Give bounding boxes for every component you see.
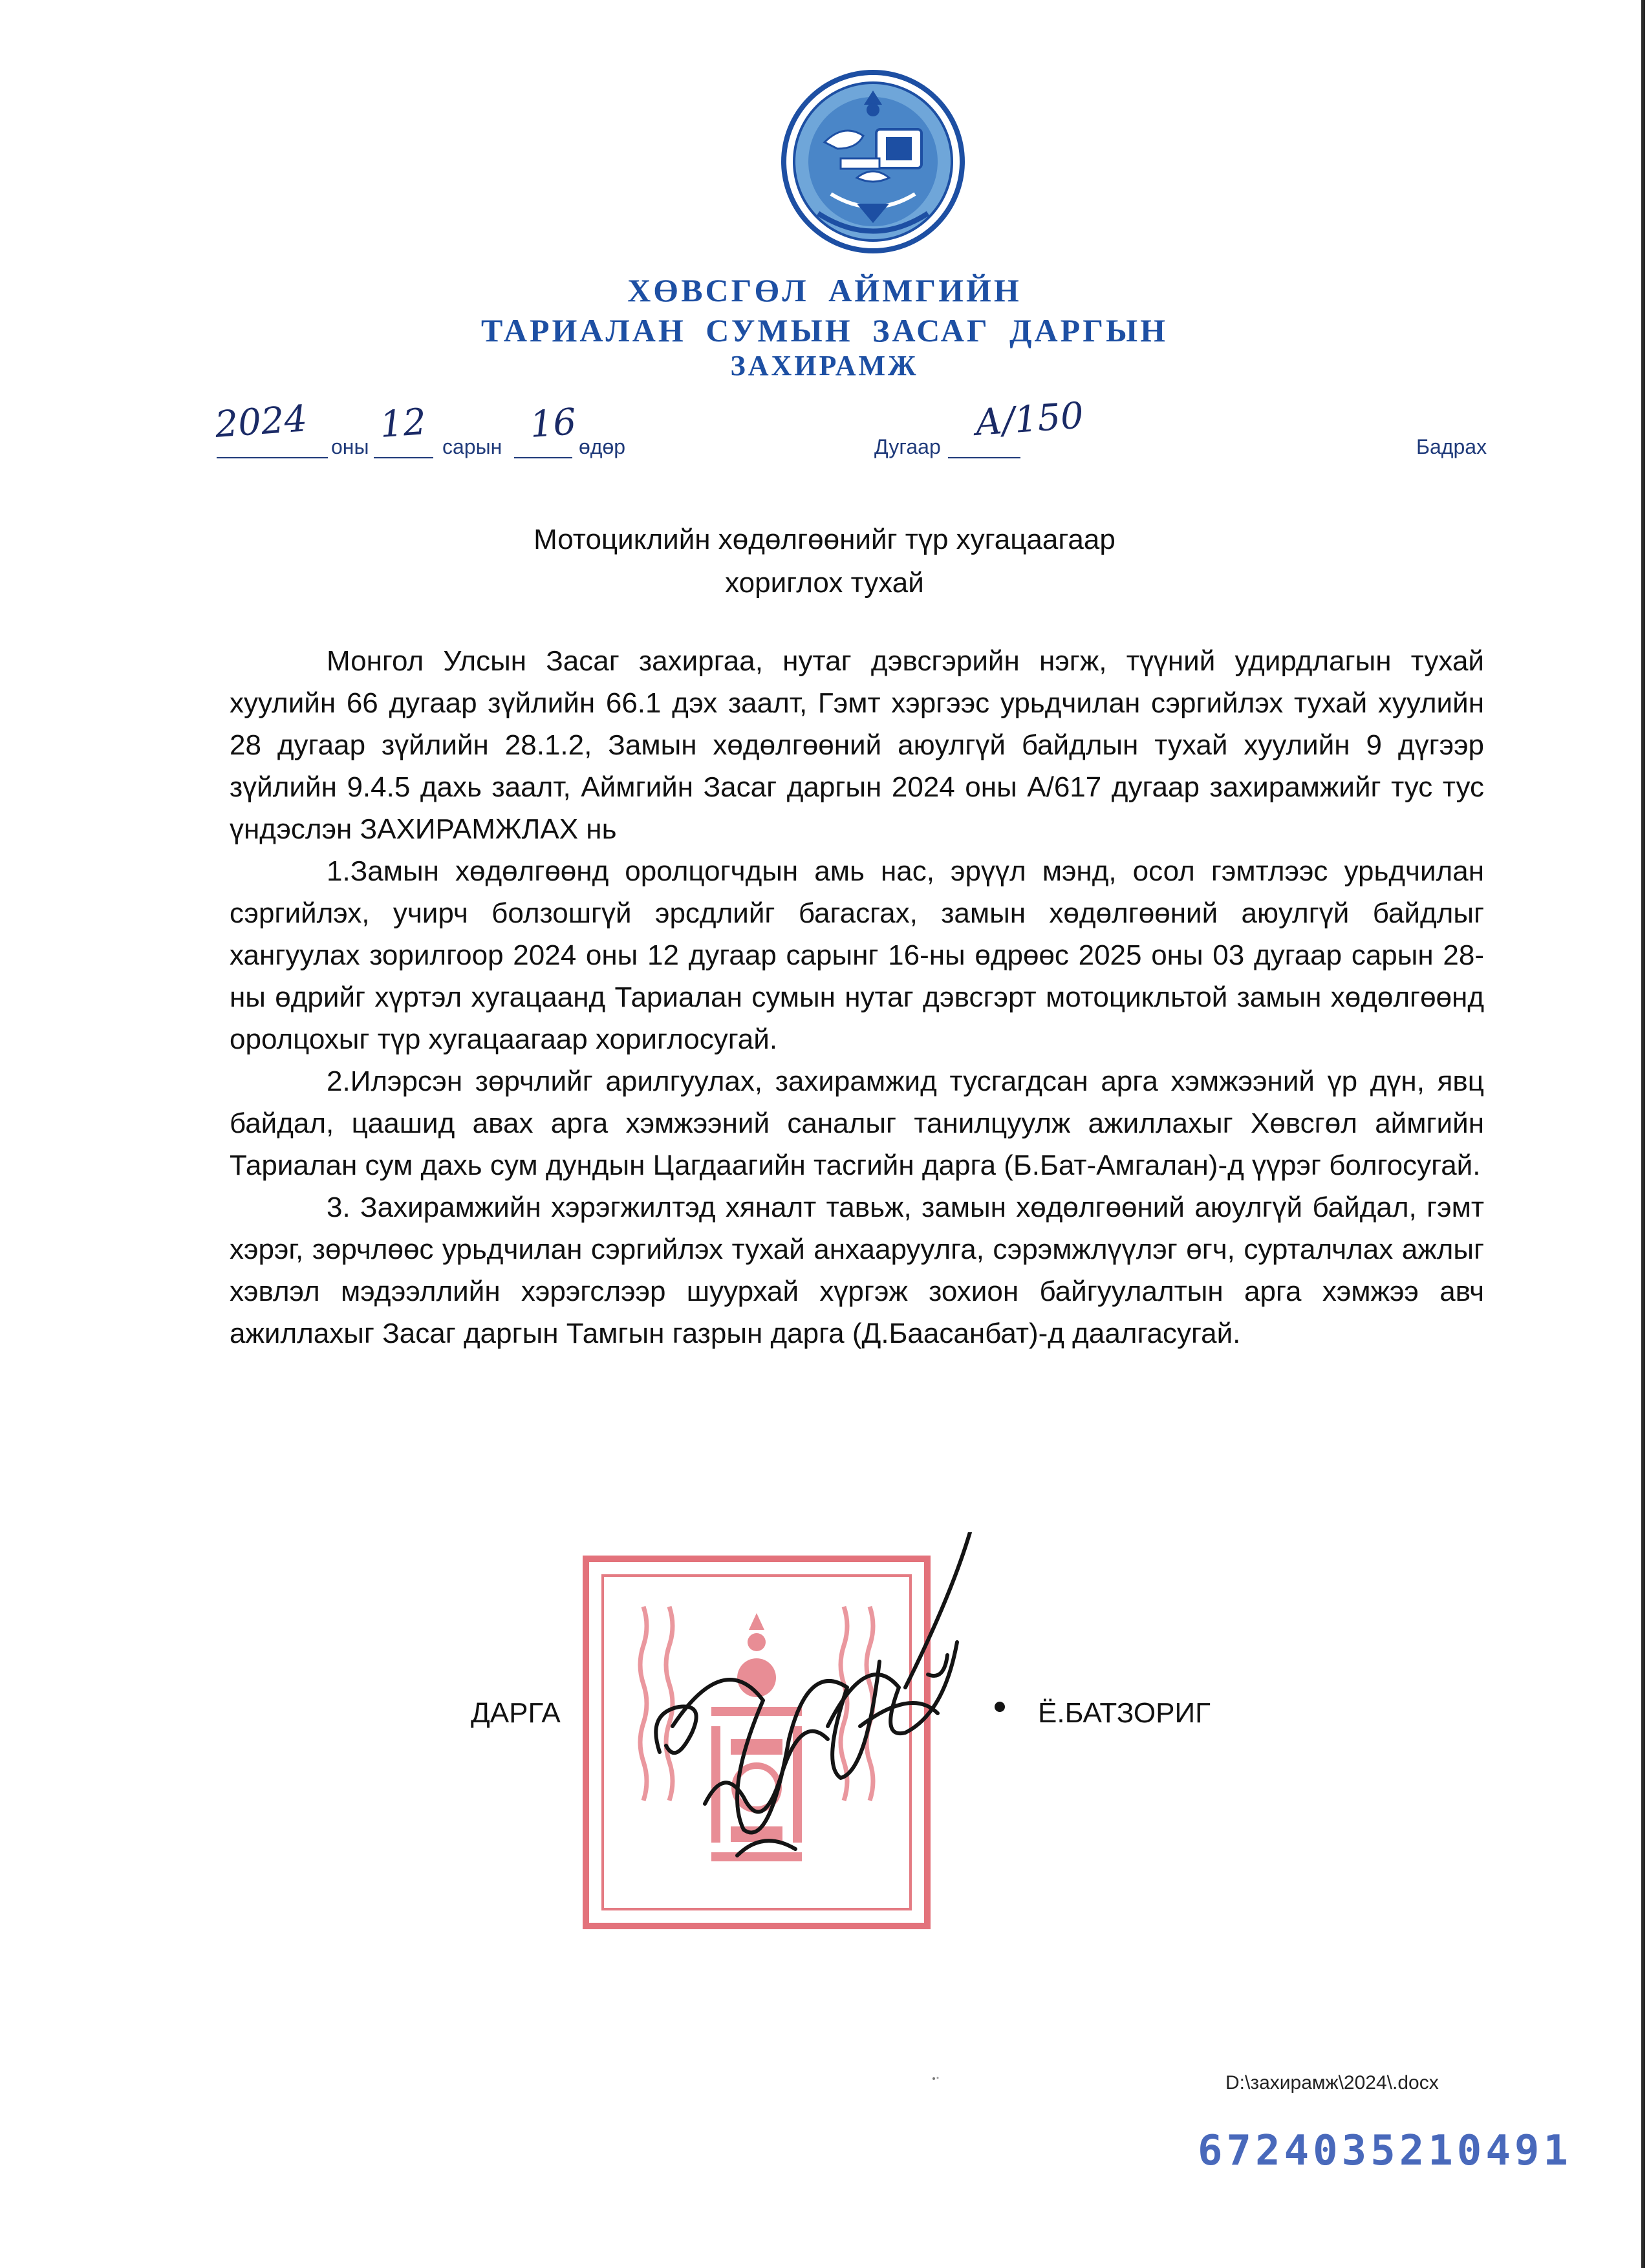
body-item-2: 2.Илэрсэн зөрчлийг арилгуулах, захирамжид тусгагдсан арга хэмжээний үр дүн, явц байдал, цаашид авах арга хэмжээний саналыг танилцуулж ажиллахыг Хөвсгөл аймгийн Тариалан сум дахь сум дундын Цагдаагийн тасгийн дарга (Б.Бат-Амгалан)-д үүрэг болгосугай. [230,1065,1484,1181]
signatory-name: Ё.БАТЗОРИГ [1038,1697,1211,1729]
date-month-suffix: сарын [442,435,502,458]
decree-title-line2: хориглох тухай [725,567,924,599]
scan-speck [931,2075,940,2082]
place-name: Бадрах [1416,435,1487,458]
date-month: 12 [378,401,428,446]
state-emblem-icon [779,65,967,259]
serial-number-stamp: 6724035210491 [1198,2127,1572,2175]
header-aimag: ХӨВСГӨЛ АЙМГИЙН [627,272,1022,308]
number-label: Дугаар [874,435,941,458]
date-year-suffix: оны [331,435,369,458]
decree-body [230,640,1484,1354]
body-item-3: 3. Захирамжийн хэрэгжилтэд хяналт тавьж, замын хөдөлгөөний аюулгүй байдал, гэмт хэрэг, зөрчлөөс урьдчилан сэргийлэх тухай анхааруулга, сэрэмжлүүлэг өгч, сурталчлах ажлыг хэвлэл мэдээллийн хэрэгслээр шуурхай хүргэж зохион байгуулалтын арга хэмжээ авч ажиллахыг Засаг даргын Тамгын газрын дарга (Д.Баасанбат)-д даалгасугай. [230,1192,1484,1349]
file-path: D:\захирамж\2024\.docx [1225,2072,1439,2093]
body-item-1: 1.Замын хөдөлгөөнд оролцогчдын амь нас, эрүүл мэнд, осол гэмтлээс урьдчилан сэргийлэх, учирч болзошгүй эрсдлийг багасгах, замын хөдөлгөөний аюулгүй байдлыг хангуулах зорилгоор 2024 оны 12 дугаар сарынг 16-ны өдрөөс 2025 оны 03 дугаар сарын 28-ны өдрийг хүртэл хугацаанд Тариалан сумын нутаг дэвсгэрт мотоцикльтой замын хөдөлгөөнд оролцохыг түр хугацаагаар хориглосугай. [230,855,1484,1055]
signatory-role: ДАРГА [471,1697,561,1729]
body-preamble: Монгол Улсын Засаг захиргаа, нутаг дэвсгэрийн нэгж, түүний удирдлагын тухай хуулийн 66 дугаар зүйлийн 66.1 дэх заалт, Гэмт хэргээс урьдчилан сэргийлэх тухай хуулийн 28 дугаар зүйлийн 28.1.2, Замын хөдөлгөөний аюулгүй байдлын тухай хуулийн 9 дүгээр зүйлийн 9.4.5 дахь заалт, Аймгийн Засаг даргын 2024 оны А/617 дугаар захирамжийг тус тус үндэслэн ЗАХИРАМЖЛАХ нь [230,645,1484,845]
decree-number: А/150 [973,394,1085,444]
date-day: 16 [528,401,578,446]
handwritten-signature [634,1532,1035,1894]
date-year: 2024 [213,398,309,446]
header-decree: ЗАХИРАМЖ [730,350,919,381]
decree-title-line1: Мотоциклийн хөдөлгөөнийг түр хугацаагаар [534,524,1116,555]
date-day-suffix: өдөр [579,435,626,458]
header-sum-governor: ТАРИАЛАН СУМЫН ЗАСАГ ДАРГЫН [481,312,1168,348]
